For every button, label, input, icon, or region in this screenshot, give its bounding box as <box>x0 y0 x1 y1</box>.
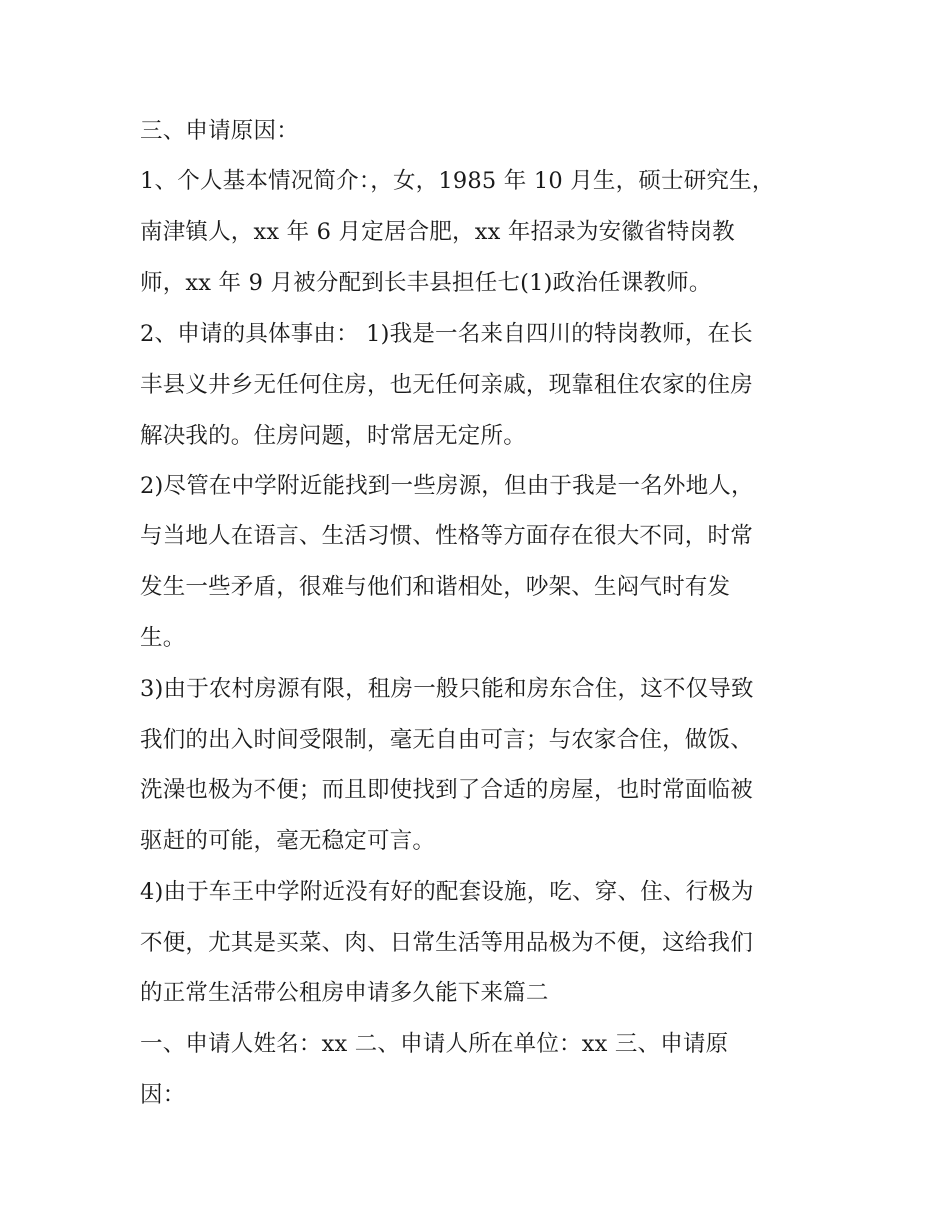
text-line: 生。 <box>140 625 186 651</box>
text-line: 师，xx 年 9 月被分配到长丰县担任七(1)政治任课教师。 <box>140 270 712 296</box>
text-line: 我们的出入时间受限制，毫无自由可言；与农家合住，做饭、 <box>140 727 753 753</box>
text-line: 三、申请原因： <box>140 118 299 144</box>
text-line: 发生一些矛盾，很难与他们和谐相处，吵架、生闷气时有发 <box>140 574 731 600</box>
text-line: 解决我的。住房问题，时常居无定所。 <box>140 423 526 449</box>
text-line: 2)尽管在中学附近能找到一些房源，但由于我是一名外地人， <box>140 473 754 499</box>
text-line: 与当地人在语言、生活习惯、性格等方面存在很大不同，时常 <box>140 523 753 549</box>
text-line: 丰县义井乡无任何住房，也无任何亲戚，现靠租住农家的住房 <box>140 372 753 398</box>
text-line: 南津镇人，xx 年 6 月定居合肥，xx 年招录为安徽省特岗教 <box>140 219 735 245</box>
text-line: 1、个人基本情况简介：，女，1985 年 10 月生，硕士研究生， <box>140 168 775 194</box>
text-line: 不便，尤其是买菜、肉、日常生活等用品极为不便，这给我们 <box>140 930 753 956</box>
text-line: 4)由于车王中学附近没有好的配套设施，吃、穿、住、行极为 <box>140 879 754 905</box>
text-line: 因： <box>140 1082 186 1108</box>
text-line: 的正常生活带公租房申请多久能下来篇二 <box>140 980 549 1006</box>
text-line: 洗澡也极为不便；而且即使找到了合适的房屋，也时常面临被 <box>140 777 753 803</box>
text-line: 3)由于农村房源有限，租房一般只能和房东合住，这不仅导致 <box>140 676 754 702</box>
text-line: 2、申请的具体事由： 1)我是一名来自四川的特岗教师，在长 <box>140 321 753 347</box>
text-line: 一、申请人姓名：xx 二、申请人所在单位：xx 三、申请原 <box>140 1031 729 1057</box>
text-line: 驱赶的可能，毫无稳定可言。 <box>140 828 436 854</box>
